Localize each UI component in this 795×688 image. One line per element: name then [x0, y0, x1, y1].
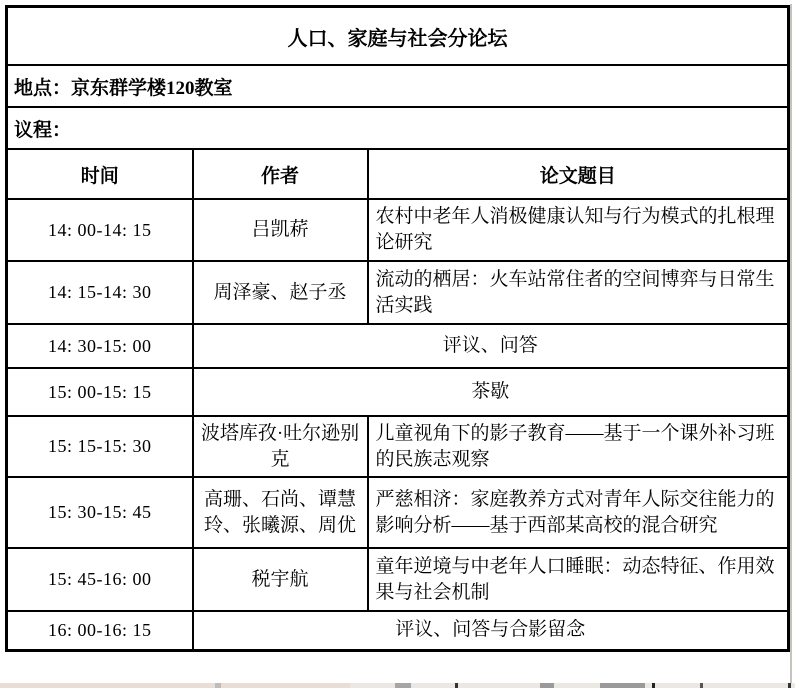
table-row	[7, 261, 789, 324]
column-header-time: 时间	[7, 149, 193, 199]
time-cell: 16: 00-16: 15	[7, 611, 193, 650]
scan-artifact	[0, 683, 350, 688]
merged-activity-cell: 茶歇	[193, 368, 789, 416]
time-cell: 15: 00-15: 15	[7, 368, 193, 416]
author-cell: 税宇航	[193, 548, 368, 611]
time-cell: 15: 15-15: 30	[7, 416, 193, 477]
scan-artifact	[788, 683, 791, 688]
forum-title: 人口、家庭与社会分论坛	[7, 7, 789, 66]
scan-edge-shadow	[790, 4, 792, 684]
agenda-row	[7, 107, 789, 149]
author-cell: 高珊、石尚、谭慧玲、张曦源、周优	[193, 477, 368, 548]
location-text: 地点：京东群学楼120教室	[7, 65, 789, 107]
forum-title-row	[7, 7, 789, 66]
table-row	[7, 611, 789, 650]
time-cell: 15: 45-16: 00	[7, 548, 193, 611]
paper-title-cell: 童年逆境与中老年人口睡眠：动态特征、作用效果与社会机制	[368, 548, 789, 611]
author-cell: 吕凯菥	[193, 199, 368, 261]
time-cell: 14: 30-15: 00	[7, 324, 193, 368]
paper-title-cell: 流动的栖居：火车站常住者的空间博弈与日常生活实践	[368, 261, 789, 324]
merged-activity-cell: 评议、问答	[193, 324, 789, 368]
session-table	[5, 5, 790, 652]
scan-artifact	[540, 683, 554, 688]
paper-title-cell: 儿童视角下的影子教育——基于一个课外补习班的民族志观察	[368, 416, 789, 477]
scan-artifact	[395, 683, 411, 688]
paper-title-cell: 农村中老年人消极健康认知与行为模式的扎根理论研究	[368, 199, 789, 261]
time-cell: 14: 15-14: 30	[7, 261, 193, 324]
column-header-paper-title: 论文题目	[368, 149, 789, 199]
table-row	[7, 416, 789, 477]
paper-title-cell: 严慈相济：家庭教养方式对青年人际交往能力的影响分析——基于西部某高校的混合研究	[368, 477, 789, 548]
table-row	[7, 324, 789, 368]
table-row	[7, 548, 789, 611]
author-cell: 周泽豪、赵子丞	[193, 261, 368, 324]
table-header-row	[7, 149, 789, 199]
author-cell: 波塔库孜·吐尔逊别克	[193, 416, 368, 477]
table-row	[7, 368, 789, 416]
scan-artifact	[455, 683, 458, 688]
scan-artifact	[215, 683, 221, 688]
agenda-label: 议程：	[7, 107, 789, 149]
table-row	[7, 199, 789, 261]
schedule-body	[7, 199, 789, 650]
scan-artifact	[652, 683, 655, 688]
scan-artifact	[700, 683, 703, 688]
merged-activity-cell: 评议、问答与合影留念	[193, 611, 789, 650]
location-row	[7, 65, 789, 107]
scan-artifact	[600, 683, 645, 688]
time-cell: 15: 30-15: 45	[7, 477, 193, 548]
time-cell: 14: 00-14: 15	[7, 199, 193, 261]
column-header-author: 作者	[193, 149, 368, 199]
next-page-sliver	[0, 683, 795, 688]
table-row	[7, 477, 789, 548]
